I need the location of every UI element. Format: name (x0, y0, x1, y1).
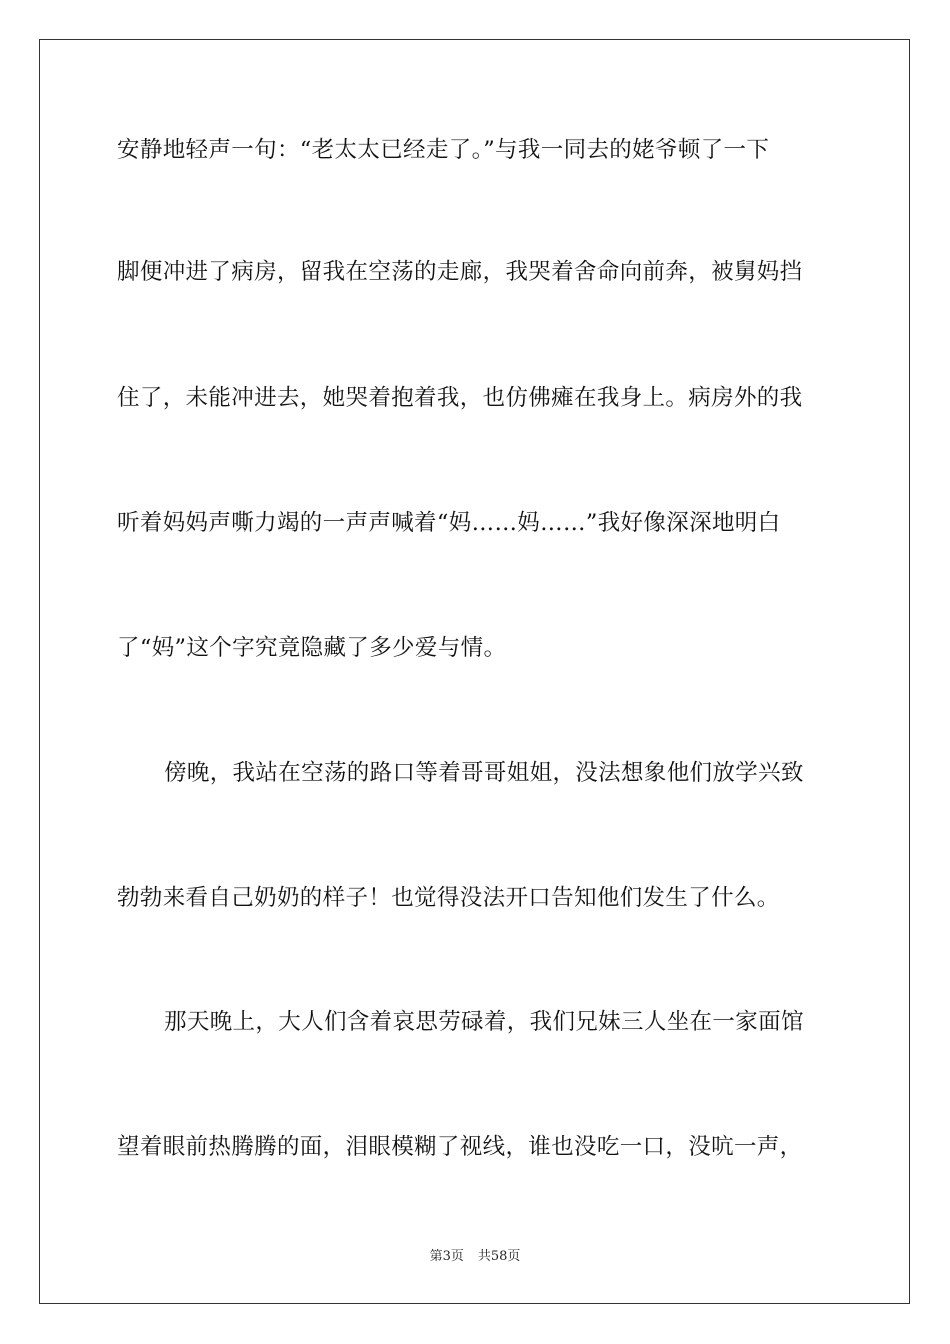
body-line-1: 安静地轻声一句：“老太太已经走了。”与我一同去的姥爷顿了一下 (117, 137, 770, 163)
body-line-9: 望着眼前热腾腾的面，泪眼模糊了视线，谁也没吃一口，没吭一声， (117, 1134, 803, 1160)
body-line-7: 勃勃来看自己奶奶的样子！也觉得没法开口告知他们发生了什么。 (117, 885, 780, 911)
body-line-2: 脚便冲进了病房，留我在空荡的走廊，我哭着舍命向前奔，被舅妈挡 (117, 259, 803, 285)
page-total: 共58页 (477, 1249, 521, 1264)
page-footer (0, 1248, 950, 1266)
paragraph-start-line: 傍晚，我站在空荡的路口等着哥哥姐姐，没法想象他们放学兴致 (164, 760, 804, 786)
body-line-5: 了“妈”这个字究竟隐藏了多少爱与情。 (117, 635, 507, 661)
page-number: 第3页 (429, 1249, 464, 1264)
body-line-4: 听着妈妈声嘶力竭的一声声喊着“妈……妈……”我好像深深地明白 (117, 510, 781, 536)
paragraph-start-line: 那天晚上，大人们含着哀思劳碌着，我们兄妹三人坐在一家面馆 (164, 1009, 804, 1035)
body-line-3: 住了，未能冲进去，她哭着抱着我，也仿佛瘫在我身上。病房外的我 (117, 385, 803, 411)
page-border (39, 39, 910, 1304)
